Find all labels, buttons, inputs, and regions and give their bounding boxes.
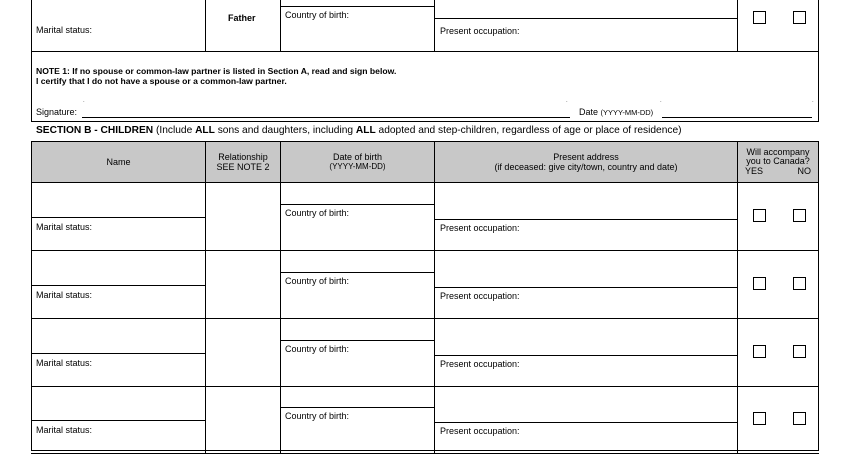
header-address: Present address (if deceased: give city/town, country and date) [435,142,738,182]
child-2-occupation-field[interactable] [525,288,737,317]
child-4-present-occupation-label: Present occupation: [440,426,520,436]
note1-line1: NOTE 1: If no spouse or common-law partner is listed in Section A, read and sign below. [36,66,397,76]
child-1-marital-status-label: Marital status: [36,222,93,232]
child-1-accompany-yes-checkbox[interactable] [753,209,766,222]
child-1-accompany-no-checkbox[interactable] [793,209,806,222]
header-dob: Date of birth (YYYY-MM-DD) [281,142,435,182]
child-4-marital-status-field[interactable] [110,421,205,452]
child-3-country-of-birth-label: Country of birth: [285,344,350,354]
child-3-marital-status-field[interactable] [110,354,205,385]
child-1-marital-status-field[interactable] [110,218,205,249]
child-4-country-of-birth-label: Country of birth: [285,411,350,421]
child-4-dob-field[interactable] [281,386,434,407]
header-no: NO [797,165,811,176]
child-2-relationship-field[interactable] [206,251,280,317]
child-3-present-occupation-label: Present occupation: [440,359,520,369]
child-4-address-field[interactable] [435,386,737,422]
date-label: Date (YYYY-MM-DD) [579,107,654,117]
section-b-title: SECTION B - CHILDREN (Include ALL sons and daughters, including ALL adopted and step-children, regardless of age or place of residence) [36,125,682,136]
note1-text [36,66,396,86]
father-accompany-no-checkbox[interactable] [793,11,806,24]
child-3-name-field[interactable] [32,319,205,353]
father-country-of-birth-field[interactable] [281,20,434,51]
father-occupation-field[interactable] [525,20,737,51]
child-3-accompany-yes-checkbox[interactable] [753,345,766,358]
child-3-relationship-field[interactable] [206,319,280,385]
child-3-address-field[interactable] [435,319,737,355]
header-yes: YES [745,165,764,176]
child-2-accompany-no-checkbox[interactable] [793,277,806,290]
child-4-accompany-yes-checkbox[interactable] [753,412,766,425]
child-2-name-field[interactable] [32,251,205,285]
child-2-present-occupation-label: Present occupation: [440,291,520,301]
child-4-country-of-birth-field[interactable] [281,421,434,452]
child-2-marital-status-field[interactable] [110,286,205,317]
child-4-occupation-field[interactable] [525,423,737,452]
child-2-marital-status-label: Marital status: [36,290,93,300]
child-3-dob-field[interactable] [281,319,434,340]
child-1-address-field[interactable] [435,183,737,219]
father-dob-field[interactable] [281,0,434,6]
child-1-country-of-birth-field[interactable] [281,218,434,249]
child-1-name-field[interactable] [32,183,205,217]
child-2-accompany-yes-checkbox[interactable] [753,277,766,290]
child-2-address-field[interactable] [435,251,737,287]
child-4-name-field[interactable] [32,386,205,420]
signature-label: Signature: [36,107,78,117]
father-present-occupation-label: Present occupation: [440,26,520,36]
father-relationship-label: Father [228,13,256,23]
child-1-present-occupation-label: Present occupation: [440,223,520,233]
father-address-field[interactable] [435,0,737,18]
note1-line2: I certify that I do not have a spouse or a common-law partner. [36,76,287,86]
child-1-occupation-field[interactable] [525,220,737,249]
child-3-country-of-birth-field[interactable] [281,354,434,385]
child-1-country-of-birth-label: Country of birth: [285,208,350,218]
child-4-accompany-no-checkbox[interactable] [793,412,806,425]
child-3-occupation-field[interactable] [525,356,737,385]
child-2-dob-field[interactable] [281,251,434,272]
child-1-dob-field[interactable] [281,183,434,204]
child-2-country-of-birth-label: Country of birth: [285,276,350,286]
date-field[interactable] [662,102,812,117]
child-4-marital-status-label: Marital status: [36,425,93,435]
child-3-accompany-no-checkbox[interactable] [793,345,806,358]
header-relationship: Relationship SEE NOTE 2 [206,142,281,182]
father-marital-status-field[interactable] [110,22,205,50]
child-1-relationship-field[interactable] [206,183,280,249]
father-name-field[interactable] [32,0,205,22]
signature-field[interactable] [82,102,570,117]
header-name: Name [32,142,206,182]
father-accompany-yes-checkbox[interactable] [753,11,766,24]
child-3-marital-status-label: Marital status: [36,358,93,368]
header-accompany: Will accompany you to Canada? YES NO [738,142,818,182]
child-4-relationship-field[interactable] [206,386,280,452]
father-marital-status-label: Marital status: [36,25,93,35]
child-2-country-of-birth-field[interactable] [281,286,434,317]
father-country-of-birth-label: Country of birth: [285,10,350,20]
